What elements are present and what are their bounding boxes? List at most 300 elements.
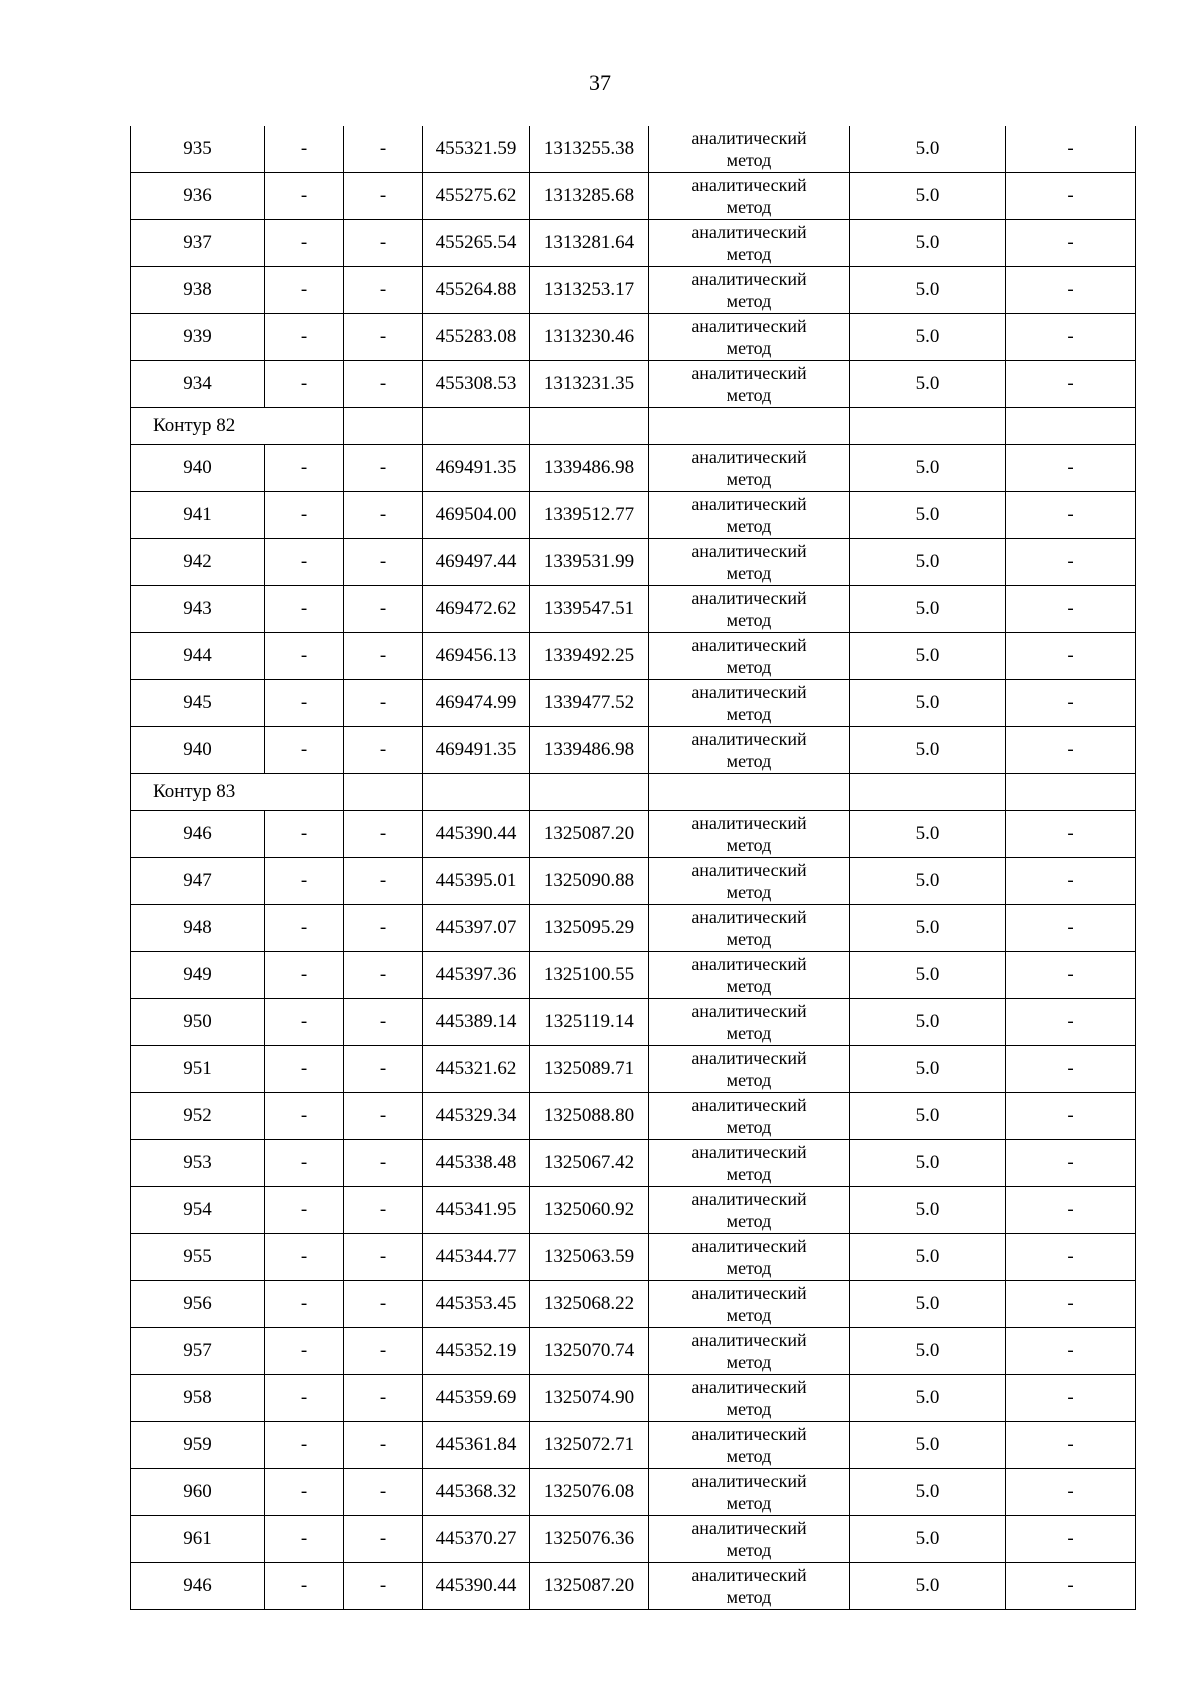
y-coordinate-cell: 1339486.98 (530, 727, 649, 774)
method-cell (649, 1093, 850, 1140)
description-cell: - (1006, 361, 1136, 408)
dash-cell: - (344, 680, 423, 727)
x-coordinate-cell: 445353.45 (423, 1281, 530, 1328)
point-number-cell: 949 (131, 952, 265, 999)
method-text-line: метод (726, 244, 772, 264)
x-coordinate-cell: 469456.13 (423, 633, 530, 680)
description-cell: - (1006, 1234, 1136, 1281)
y-coordinate-cell: 1325087.20 (530, 811, 649, 858)
description-cell: - (1006, 1093, 1136, 1140)
method-cell (649, 220, 850, 267)
dash-cell: - (265, 1422, 344, 1469)
accuracy-cell: 5.0 (850, 1093, 1006, 1140)
point-number-cell: 936 (131, 173, 265, 220)
dash-cell: - (344, 586, 423, 633)
accuracy-cell: 5.0 (850, 1281, 1006, 1328)
point-number-cell: 944 (131, 633, 265, 680)
method-cell (649, 1140, 850, 1187)
point-number-cell: 953 (131, 1140, 265, 1187)
method-text-line: аналитический (691, 635, 807, 655)
accuracy-cell: 5.0 (850, 220, 1006, 267)
method-text-line: метод (726, 1164, 772, 1184)
method-text-line: метод (726, 1587, 772, 1607)
description-cell: - (1006, 586, 1136, 633)
method-text-line: аналитический (691, 316, 807, 336)
point-number-cell: 952 (131, 1093, 265, 1140)
description-cell: - (1006, 1516, 1136, 1563)
dash-cell: - (265, 445, 344, 492)
dash-cell: - (265, 586, 344, 633)
accuracy-cell: 5.0 (850, 1563, 1006, 1610)
dash-cell: - (265, 1046, 344, 1093)
y-coordinate-cell: 1325060.92 (530, 1187, 649, 1234)
empty-cell (649, 774, 850, 811)
method-cell (649, 1281, 850, 1328)
method-text-line: аналитический (691, 954, 807, 974)
y-coordinate-cell: 1313281.64 (530, 220, 649, 267)
point-row (131, 1375, 1136, 1422)
point-row (131, 905, 1136, 952)
y-coordinate-cell: 1339492.25 (530, 633, 649, 680)
y-coordinate-cell: 1325068.22 (530, 1281, 649, 1328)
accuracy-cell: 5.0 (850, 1234, 1006, 1281)
accuracy-cell: 5.0 (850, 633, 1006, 680)
method-cell (649, 539, 850, 586)
description-cell: - (1006, 999, 1136, 1046)
dash-cell: - (344, 1140, 423, 1187)
accuracy-cell: 5.0 (850, 1375, 1006, 1422)
accuracy-cell: 5.0 (850, 1140, 1006, 1187)
dash-cell: - (265, 680, 344, 727)
point-row (131, 952, 1136, 999)
empty-cell (530, 774, 649, 811)
method-text-line: метод (726, 338, 772, 358)
point-number-cell: 946 (131, 1563, 265, 1610)
method-text-line: аналитический (691, 447, 807, 467)
dash-cell: - (344, 539, 423, 586)
description-cell: - (1006, 492, 1136, 539)
point-number-cell: 934 (131, 361, 265, 408)
dash-cell: - (265, 220, 344, 267)
dash-cell: - (344, 1563, 423, 1610)
method-text-line: метод (726, 929, 772, 949)
y-coordinate-cell: 1325074.90 (530, 1375, 649, 1422)
x-coordinate-cell: 455265.54 (423, 220, 530, 267)
point-row (131, 727, 1136, 774)
method-text-line: аналитический (691, 1236, 807, 1256)
x-coordinate-cell: 445370.27 (423, 1516, 530, 1563)
method-text-line: метод (726, 1352, 772, 1372)
y-coordinate-cell: 1313253.17 (530, 267, 649, 314)
accuracy-cell: 5.0 (850, 173, 1006, 220)
method-cell (649, 126, 850, 173)
x-coordinate-cell: 455264.88 (423, 267, 530, 314)
dash-cell: - (265, 267, 344, 314)
accuracy-cell: 5.0 (850, 999, 1006, 1046)
accuracy-cell: 5.0 (850, 952, 1006, 999)
method-text-line: аналитический (691, 1518, 807, 1538)
method-text-line: аналитический (691, 1377, 807, 1397)
point-row (131, 492, 1136, 539)
accuracy-cell: 5.0 (850, 445, 1006, 492)
method-text-line: метод (726, 150, 772, 170)
point-number-cell: 938 (131, 267, 265, 314)
empty-cell (530, 408, 649, 445)
point-number-cell: 941 (131, 492, 265, 539)
coordinates-table-body (131, 126, 1136, 1610)
accuracy-cell: 5.0 (850, 314, 1006, 361)
point-number-cell: 950 (131, 999, 265, 1046)
description-cell: - (1006, 1328, 1136, 1375)
method-text-line: метод (726, 1446, 772, 1466)
x-coordinate-cell: 445368.32 (423, 1469, 530, 1516)
point-number-cell: 946 (131, 811, 265, 858)
accuracy-cell: 5.0 (850, 539, 1006, 586)
point-row (131, 811, 1136, 858)
method-text-line: аналитический (691, 1095, 807, 1115)
x-coordinate-cell: 469497.44 (423, 539, 530, 586)
method-text-line: метод (726, 882, 772, 902)
y-coordinate-cell: 1339512.77 (530, 492, 649, 539)
empty-cell (850, 408, 1006, 445)
point-number-cell: 960 (131, 1469, 265, 1516)
accuracy-cell: 5.0 (850, 905, 1006, 952)
dash-cell: - (265, 1328, 344, 1375)
y-coordinate-cell: 1325100.55 (530, 952, 649, 999)
y-coordinate-cell: 1325088.80 (530, 1093, 649, 1140)
point-row (131, 1469, 1136, 1516)
x-coordinate-cell: 445361.84 (423, 1422, 530, 1469)
accuracy-cell: 5.0 (850, 586, 1006, 633)
accuracy-cell: 5.0 (850, 1328, 1006, 1375)
point-number-cell: 940 (131, 445, 265, 492)
x-coordinate-cell: 445390.44 (423, 811, 530, 858)
description-cell: - (1006, 173, 1136, 220)
method-cell (649, 1469, 850, 1516)
method-text-line: метод (726, 1211, 772, 1231)
method-cell (649, 1516, 850, 1563)
dash-cell: - (265, 1563, 344, 1610)
x-coordinate-cell: 445321.62 (423, 1046, 530, 1093)
dash-cell: - (265, 1234, 344, 1281)
y-coordinate-cell: 1339477.52 (530, 680, 649, 727)
description-cell: - (1006, 267, 1136, 314)
dash-cell: - (265, 727, 344, 774)
dash-cell: - (265, 1375, 344, 1422)
method-text-line: аналитический (691, 1471, 807, 1491)
method-text-line: метод (726, 976, 772, 996)
method-text-line: метод (726, 610, 772, 630)
description-cell: - (1006, 858, 1136, 905)
dash-cell: - (265, 633, 344, 680)
page-number: 37 (589, 70, 611, 95)
x-coordinate-cell: 445344.77 (423, 1234, 530, 1281)
point-row (131, 1234, 1136, 1281)
accuracy-cell: 5.0 (850, 492, 1006, 539)
y-coordinate-cell: 1325067.42 (530, 1140, 649, 1187)
point-number-cell: 951 (131, 1046, 265, 1093)
dash-cell: - (344, 858, 423, 905)
method-text-line: аналитический (691, 1189, 807, 1209)
description-cell: - (1006, 220, 1136, 267)
y-coordinate-cell: 1325070.74 (530, 1328, 649, 1375)
dash-cell: - (344, 633, 423, 680)
description-cell: - (1006, 1281, 1136, 1328)
point-number-cell: 937 (131, 220, 265, 267)
empty-cell (1006, 408, 1136, 445)
description-cell: - (1006, 1563, 1136, 1610)
y-coordinate-cell: 1325119.14 (530, 999, 649, 1046)
method-cell (649, 267, 850, 314)
dash-cell: - (344, 952, 423, 999)
method-cell (649, 445, 850, 492)
x-coordinate-cell: 445352.19 (423, 1328, 530, 1375)
dash-cell: - (265, 173, 344, 220)
dash-cell: - (344, 267, 423, 314)
point-row (131, 1563, 1136, 1610)
y-coordinate-cell: 1325072.71 (530, 1422, 649, 1469)
point-number-cell: 948 (131, 905, 265, 952)
accuracy-cell: 5.0 (850, 811, 1006, 858)
description-cell: - (1006, 445, 1136, 492)
dash-cell: - (265, 952, 344, 999)
accuracy-cell: 5.0 (850, 361, 1006, 408)
description-cell: - (1006, 811, 1136, 858)
method-text-line: метод (726, 1305, 772, 1325)
accuracy-cell: 5.0 (850, 1046, 1006, 1093)
point-row (131, 1516, 1136, 1563)
x-coordinate-cell: 445397.36 (423, 952, 530, 999)
y-coordinate-cell: 1325076.36 (530, 1516, 649, 1563)
description-cell: - (1006, 1375, 1136, 1422)
method-text-line: аналитический (691, 1565, 807, 1585)
point-row (131, 680, 1136, 727)
x-coordinate-cell: 445397.07 (423, 905, 530, 952)
method-text-line: метод (726, 197, 772, 217)
point-number-cell: 947 (131, 858, 265, 905)
accuracy-cell: 5.0 (850, 267, 1006, 314)
dash-cell: - (344, 492, 423, 539)
dash-cell: - (344, 999, 423, 1046)
dash-cell: - (344, 361, 423, 408)
method-text-line: метод (726, 291, 772, 311)
description-cell: - (1006, 1422, 1136, 1469)
dash-cell: - (265, 1187, 344, 1234)
point-number-cell: 959 (131, 1422, 265, 1469)
dash-cell: - (344, 1422, 423, 1469)
empty-cell (1006, 774, 1136, 811)
y-coordinate-cell: 1325087.20 (530, 1563, 649, 1610)
description-cell: - (1006, 1046, 1136, 1093)
method-text-line: метод (726, 1070, 772, 1090)
dash-cell: - (265, 1516, 344, 1563)
dash-cell: - (265, 1469, 344, 1516)
y-coordinate-cell: 1325089.71 (530, 1046, 649, 1093)
empty-cell (344, 774, 423, 811)
method-text-line: метод (726, 1493, 772, 1513)
empty-cell (423, 774, 530, 811)
x-coordinate-cell: 469491.35 (423, 727, 530, 774)
point-row (131, 173, 1136, 220)
point-row (131, 999, 1136, 1046)
method-text-line: аналитический (691, 907, 807, 927)
y-coordinate-cell: 1313285.68 (530, 173, 649, 220)
y-coordinate-cell: 1339531.99 (530, 539, 649, 586)
x-coordinate-cell: 455275.62 (423, 173, 530, 220)
x-coordinate-cell: 469474.99 (423, 680, 530, 727)
dash-cell: - (344, 1046, 423, 1093)
method-text-line: аналитический (691, 494, 807, 514)
dash-cell: - (265, 999, 344, 1046)
method-text-line: метод (726, 1117, 772, 1137)
dash-cell: - (344, 314, 423, 361)
accuracy-cell: 5.0 (850, 1422, 1006, 1469)
contour-label: Контур 83 (131, 774, 344, 811)
dash-cell: - (344, 1375, 423, 1422)
point-row (131, 539, 1136, 586)
dash-cell: - (344, 1516, 423, 1563)
x-coordinate-cell: 455308.53 (423, 361, 530, 408)
empty-cell (649, 408, 850, 445)
description-cell: - (1006, 952, 1136, 999)
method-text-line: метод (726, 1258, 772, 1278)
accuracy-cell: 5.0 (850, 858, 1006, 905)
dash-cell: - (344, 905, 423, 952)
point-row (131, 1187, 1136, 1234)
description-cell: - (1006, 680, 1136, 727)
method-text-line: аналитический (691, 1424, 807, 1444)
method-text-line: аналитический (691, 1283, 807, 1303)
dash-cell: - (265, 1093, 344, 1140)
method-cell (649, 680, 850, 727)
method-cell (649, 633, 850, 680)
x-coordinate-cell: 445389.14 (423, 999, 530, 1046)
method-text-line: аналитический (691, 269, 807, 289)
method-text-line: метод (726, 563, 772, 583)
method-cell (649, 905, 850, 952)
method-text-line: аналитический (691, 1330, 807, 1350)
description-cell: - (1006, 314, 1136, 361)
method-cell (649, 361, 850, 408)
method-cell (649, 858, 850, 905)
y-coordinate-cell: 1313255.38 (530, 126, 649, 173)
point-row (131, 220, 1136, 267)
dash-cell: - (265, 314, 344, 361)
method-text-line: аналитический (691, 175, 807, 195)
x-coordinate-cell: 469504.00 (423, 492, 530, 539)
y-coordinate-cell: 1339547.51 (530, 586, 649, 633)
method-cell (649, 314, 850, 361)
description-cell: - (1006, 539, 1136, 586)
point-row (131, 586, 1136, 633)
empty-cell (850, 774, 1006, 811)
point-row (131, 1328, 1136, 1375)
dash-cell: - (344, 173, 423, 220)
method-text-line: метод (726, 1399, 772, 1419)
method-cell (649, 586, 850, 633)
method-text-line: аналитический (691, 1048, 807, 1068)
method-text-line: метод (726, 1023, 772, 1043)
method-cell (649, 952, 850, 999)
dash-cell: - (265, 811, 344, 858)
dash-cell: - (344, 1281, 423, 1328)
point-row (131, 445, 1136, 492)
method-cell (649, 1046, 850, 1093)
y-coordinate-cell: 1325090.88 (530, 858, 649, 905)
point-number-cell: 955 (131, 1234, 265, 1281)
dash-cell: - (265, 539, 344, 586)
description-cell: - (1006, 905, 1136, 952)
x-coordinate-cell: 445341.95 (423, 1187, 530, 1234)
point-row (131, 858, 1136, 905)
point-number-cell: 943 (131, 586, 265, 633)
point-number-cell: 935 (131, 126, 265, 173)
dash-cell: - (265, 905, 344, 952)
point-row (131, 267, 1136, 314)
contour-header-row (131, 774, 1136, 811)
method-text-line: аналитический (691, 588, 807, 608)
accuracy-cell: 5.0 (850, 727, 1006, 774)
dash-cell: - (265, 858, 344, 905)
dash-cell: - (265, 1281, 344, 1328)
description-cell: - (1006, 126, 1136, 173)
method-text-line: аналитический (691, 1142, 807, 1162)
dash-cell: - (265, 492, 344, 539)
x-coordinate-cell: 469491.35 (423, 445, 530, 492)
x-coordinate-cell: 445390.44 (423, 1563, 530, 1610)
x-coordinate-cell: 455321.59 (423, 126, 530, 173)
description-cell: - (1006, 727, 1136, 774)
dash-cell: - (344, 1093, 423, 1140)
x-coordinate-cell: 455283.08 (423, 314, 530, 361)
method-text-line: аналитический (691, 860, 807, 880)
x-coordinate-cell: 445338.48 (423, 1140, 530, 1187)
dash-cell: - (344, 727, 423, 774)
method-text-line: аналитический (691, 128, 807, 148)
description-cell: - (1006, 1140, 1136, 1187)
dash-cell: - (344, 445, 423, 492)
y-coordinate-cell: 1325095.29 (530, 905, 649, 952)
dash-cell: - (265, 361, 344, 408)
point-row (131, 1046, 1136, 1093)
method-text-line: аналитический (691, 729, 807, 749)
point-number-cell: 956 (131, 1281, 265, 1328)
method-text-line: аналитический (691, 682, 807, 702)
y-coordinate-cell: 1325076.08 (530, 1469, 649, 1516)
dash-cell: - (344, 220, 423, 267)
dash-cell: - (344, 1234, 423, 1281)
point-row (131, 126, 1136, 173)
contour-header-row (131, 408, 1136, 445)
dash-cell: - (344, 1187, 423, 1234)
method-cell (649, 1563, 850, 1610)
method-cell (649, 1187, 850, 1234)
method-text-line: метод (726, 516, 772, 536)
point-number-cell: 961 (131, 1516, 265, 1563)
point-number-cell: 942 (131, 539, 265, 586)
method-text-line: аналитический (691, 222, 807, 242)
method-text-line: аналитический (691, 813, 807, 833)
accuracy-cell: 5.0 (850, 1469, 1006, 1516)
method-cell (649, 173, 850, 220)
coordinates-table (130, 126, 1136, 1610)
point-number-cell: 957 (131, 1328, 265, 1375)
dash-cell: - (265, 1140, 344, 1187)
method-text-line: метод (726, 704, 772, 724)
point-number-cell: 958 (131, 1375, 265, 1422)
point-row (131, 633, 1136, 680)
empty-cell (344, 408, 423, 445)
